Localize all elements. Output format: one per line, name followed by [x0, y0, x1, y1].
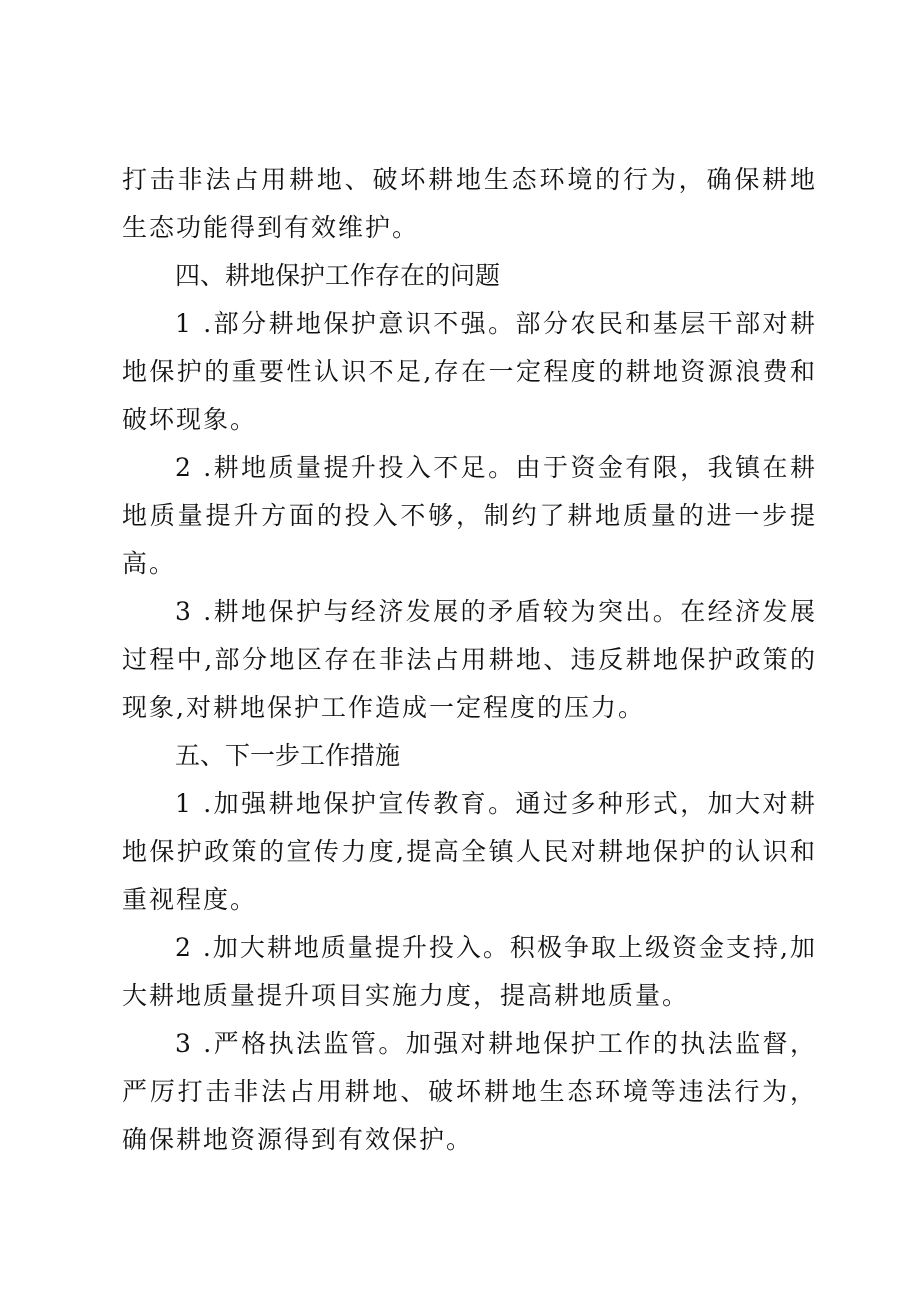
section-four-item-1: 1 .部分耕地保护意识不强。部分农民和基层干部对耕地保护的重要性认识不足,存在一定程度的耕地资源浪费和破坏现象。: [122, 309, 817, 434]
carryover-paragraph: 打击非法占用耕地、破坏耕地生态环境的行为，确保耕地生态功能得到有效维护。: [122, 165, 817, 242]
section-five-heading: 五、下一步工作措施: [175, 741, 401, 770]
section-five-item-3: 3 .严格执法监管。加强对耕地保护工作的执法监督，严厉打击非法占用耕地、破坏耕地生态环境等违法行为，确保耕地资源得到有效保护。: [122, 1029, 817, 1154]
section-four-heading: 四、耕地保护工作存在的问题: [175, 261, 501, 290]
section-four-item-3: 3 .耕地保护与经济发展的矛盾较为突出。在经济发展过程中,部分地区存在非法占用耕地、违反耕地保护政策的现象,对耕地保护工作造成一定程度的压力。: [122, 597, 817, 722]
section-five-item-2: 2 .加大耕地质量提升投入。积极争取上级资金支持,加大耕地质量提升项目实施力度，提高耕地质量。: [122, 933, 817, 1010]
document-body: [122, 156, 817, 1164]
section-four-item-2: 2 .耕地质量提升投入不足。由于资金有限，我镇在耕地质量提升方面的投入不够，制约了耕地质量的进一步提高。: [122, 453, 817, 578]
section-five-item-1: 1 .加强耕地保护宣传教育。通过多种形式，加大对耕地保护政策的宣传力度,提高全镇人民对耕地保护的认识和重视程度。: [122, 789, 817, 914]
